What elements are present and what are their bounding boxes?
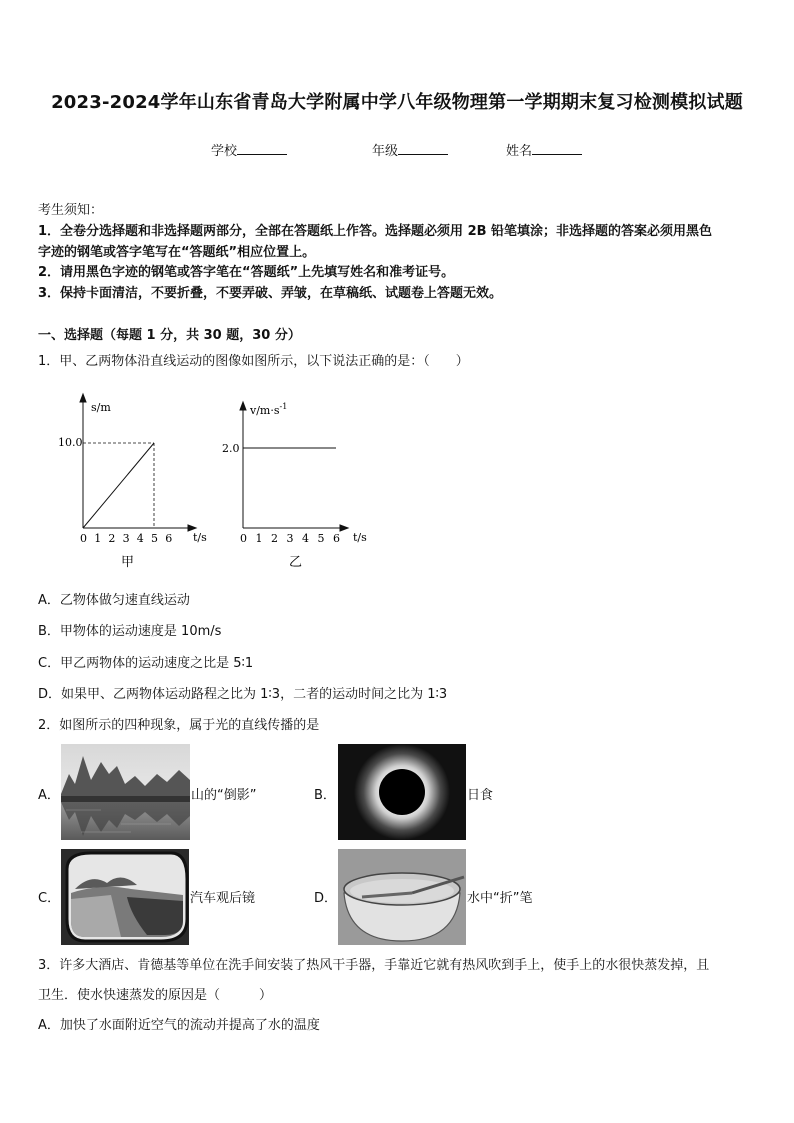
question-1-stem: 1．甲、乙两物体沿直线运动的图像如图所示，以下说法正确的是：（ ） [38, 354, 469, 369]
q2-option-c-caption: 汽车观后镜 [190, 891, 256, 906]
q2-option-d-letter: D． [314, 891, 338, 906]
gb-dynamic-xtick: 4 [302, 532, 309, 545]
question-3-option-a: A．加快了水面附近空气的流动并提高了水的温度 [38, 1018, 320, 1033]
bent-pen-image [338, 849, 466, 945]
name-field [506, 140, 582, 159]
gb-dynamic-xtick: 1 [255, 532, 263, 545]
ga-dynamic-xtick: 5 [151, 532, 158, 545]
ga-dynamic-xtick: 3 [122, 532, 130, 545]
q2-option-d-caption: 水中“折”笔 [467, 891, 533, 906]
school-blank [237, 142, 287, 155]
graph-b-ylabel: $v/m\cdot s^{-1}$ [250, 402, 288, 417]
graph-a-xlabel: t/s [193, 531, 207, 544]
exam-title: 2023-2024学年山东省青岛大学附属中学八年级物理第一学期期末复习检测模拟试题 [51, 92, 743, 113]
question-3-line-1: 3．许多大酒店、肯德基等单位在洗手间安装了热风干手器，手靠近它就有热风吹到手上，使手上的水很快蒸发掉，且 [38, 958, 710, 973]
gb-dynamic-xtick: 6 [333, 532, 340, 545]
question-3-line-2: 卫生．使水快速蒸发的原因是（ ） [38, 988, 273, 1003]
ga-dynamic-xtick: 1 [94, 532, 102, 545]
name-blank [532, 142, 582, 155]
ga-dynamic-xtick: 0 [80, 532, 87, 545]
school-label: 学校 [211, 144, 238, 159]
grade-blank [398, 142, 448, 155]
notice-item-3: 3．保持卡面清洁，不要折叠，不要弄破、弄皱，在草稿纸、试题卷上答题无效。 [38, 286, 503, 301]
car-mirror-image [61, 849, 189, 945]
section-heading: 一、选择题（每题 1 分，共 30 题，30 分） [38, 328, 301, 343]
ga-dynamic-xtick: 2 [108, 532, 116, 545]
q2-option-a-caption: 山的“倒影” [191, 788, 257, 803]
gb-dynamic-xtick: 0 [240, 532, 247, 545]
ga-dynamic-xtick: 4 [136, 532, 144, 545]
graph-b [212, 392, 382, 578]
graph-a-y-arrow [80, 394, 86, 402]
graph-b-xlabel: t/s [353, 531, 367, 544]
graph-a-ylabel: s/m [91, 401, 111, 414]
notice-item-1-line-2: 字迹的钢笔或答字笔写在“答题纸”相应位置上。 [38, 245, 316, 260]
graph-b-ytick: 2.0 [222, 442, 240, 455]
graph-a-caption: 甲 [121, 555, 135, 570]
question-1-option-c: C．甲乙两物体的运动速度之比是 5∶1 [38, 656, 254, 671]
q2-option-b-letter: B． [314, 788, 336, 803]
solar-eclipse-image [338, 744, 466, 840]
q2-option-c-letter: C． [38, 891, 61, 906]
gb-dynamic-xtick: 3 [286, 532, 294, 545]
notice-item-2: 2．请用黑色字迹的钢笔或答字笔在“答题纸”上先填写姓名和准考证号。 [38, 265, 455, 280]
notice-item-1-line-1: 1．全卷分选择题和非选择题两部分，全部在答题纸上作答。选择题必须用 2B 铅笔填涂；非选择题的答案必须用黑色 [38, 224, 713, 239]
notice-heading: 考生须知： [38, 203, 104, 218]
grade-label: 年级 [372, 144, 399, 159]
grade-field [372, 140, 448, 159]
name-label: 姓名 [506, 144, 533, 159]
graph-b-y-arrow [240, 402, 246, 410]
question-2-stem: 2．如图所示的四种现象，属于光的直线传播的是 [38, 718, 320, 733]
graph-b-x-arrow [340, 525, 348, 531]
q2-option-b-caption: 日食 [467, 788, 494, 803]
graph-a-ytick: 10.0 [58, 436, 83, 449]
question-1-option-a: A．乙物体做匀速直线运动 [38, 593, 190, 608]
graph-a [50, 392, 220, 578]
mountain-reflection-image [61, 744, 190, 840]
school-field [211, 140, 287, 159]
q2-option-a-letter: A． [38, 788, 60, 803]
ga-dynamic-xtick: 6 [165, 532, 173, 545]
gb-dynamic-xtick: 5 [317, 532, 325, 545]
ga-dynamic-series-line [83, 443, 154, 528]
question-1-option-d: D．如果甲、乙两物体运动路程之比为 1∶3，二者的运动时间之比为 1∶3 [38, 687, 448, 702]
question-1-option-b: B．甲物体的运动速度是 10m/s [38, 624, 222, 639]
gb-dynamic-xtick: 2 [271, 532, 278, 545]
graph-b-caption: 乙 [289, 555, 303, 570]
